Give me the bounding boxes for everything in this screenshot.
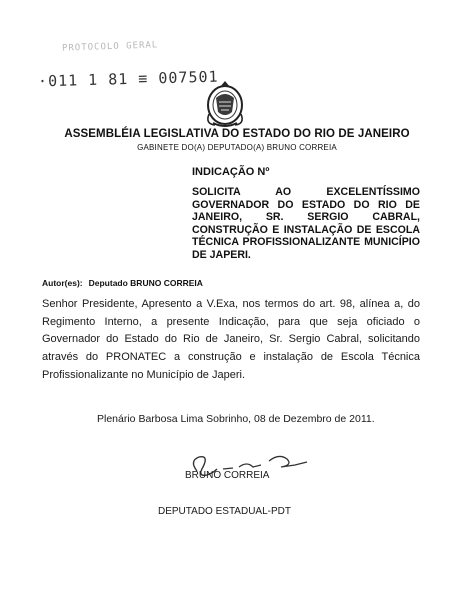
protocol-number: ·011 1 81 ≡ 007501 [37,67,219,91]
dateline: Plenário Barbosa Lima Sobrinho, 08 de Dezembro de 2011. [97,413,375,425]
body-paragraph: Senhor Presidente, Apresento a V.Exa, nos termos do art. 98, alínea a, do Regimento Interno, a presente Indicação, para que seja oficiado o Governador do Estado do Rio de Janeiro, Sr. Sergio Cabral, solicitando através do PRONATEC a construção e instalação de Escola Técnica Profissionalizante no Município de Japeri. [42,298,420,381]
received-stamp: PROTOCOLO GERAL [61,40,159,54]
handwritten-signature [183,447,313,487]
institution-title: ASSEMBLÉIA LEGISLATIVA DO ESTADO DO RIO DE JANEIRO [64,128,410,140]
author-name: Deputado BRUNO CORREIA [88,278,203,288]
indication-subject: SOLICITA AO EXCELENTÍSSIMO GOVERNADOR DO ESTADO DO RIO DE JANEIRO, SR. SERGIO CABRAL, CONSTRUÇÃO E INSTALAÇÃO DE ESCOLA TÉCNICA PROFISSIONALIZANTE MUNICÍPIO DE JAPERI. [192,186,420,261]
author-line [42,278,203,288]
cabinet-line: GABINETE DO(A) DEPUTADO(A) BRUNO CORREIA [137,143,337,152]
signer-name: BRUNO CORREIA [185,470,270,481]
author-label: Autor(es): [42,278,83,288]
indication-title: INDICAÇÃO Nº [192,166,270,178]
signer-role: DEPUTADO ESTADUAL-PDT [158,506,291,517]
coat-of-arms-icon [203,78,247,130]
